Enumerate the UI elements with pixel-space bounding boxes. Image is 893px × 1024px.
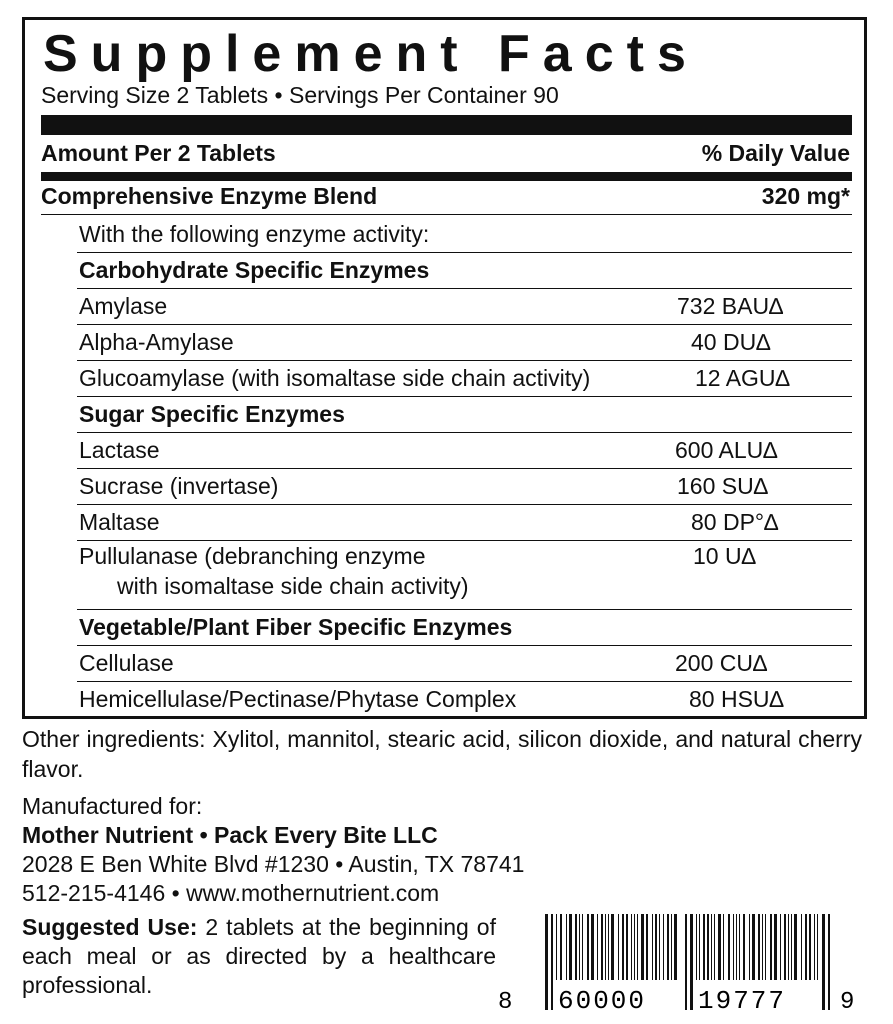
barcode-bar [655, 914, 657, 984]
enzyme-table [77, 217, 852, 718]
barcode-bar [784, 914, 786, 984]
enzyme-value: 40 DU∆ [691, 329, 771, 355]
barcode-bar [718, 914, 721, 984]
medium-divider [41, 172, 852, 181]
guard-bar [822, 914, 825, 1010]
barcode-bar [597, 914, 598, 984]
barcode-bar [805, 914, 807, 984]
barcode-bar [582, 914, 583, 984]
barcode-bar [699, 914, 700, 984]
enzyme-value: 732 BAU∆ [677, 293, 784, 319]
enzyme-value: 80 DP°∆ [691, 509, 779, 535]
barcode-bar [765, 914, 766, 984]
barcode-bar [605, 914, 606, 984]
table-row [77, 682, 852, 718]
barcode-bar [618, 914, 619, 984]
enzyme-name-multiline [79, 541, 469, 601]
blend-amount: 320 mg* [761, 183, 850, 209]
table-row [77, 289, 852, 325]
table-row [77, 469, 852, 505]
barcode-bar [788, 914, 789, 984]
barcode-bar [667, 914, 669, 984]
barcode-bar [703, 914, 705, 984]
barcode-bar [770, 914, 772, 984]
barcode-bar [591, 914, 594, 984]
barcode-bar [659, 914, 660, 984]
barcode-bar [809, 914, 811, 984]
barcode-bar [743, 914, 745, 984]
barcode-group-1: 60000 [558, 986, 647, 1016]
barcode-bar [631, 914, 632, 984]
barcode-bar [622, 914, 624, 984]
barcode-bar [714, 914, 715, 984]
enzyme-value: 10 U∆ [693, 543, 756, 569]
enzyme-value: 600 ALU∆ [675, 437, 778, 463]
barcode-bar [801, 914, 802, 984]
barcode-bar [646, 914, 648, 984]
barcode-bar [696, 914, 697, 984]
barcode-bar [794, 914, 797, 984]
table-row [77, 361, 852, 397]
barcode-bar [611, 914, 614, 984]
barcode-bar [752, 914, 755, 984]
barcode-group-2: 19777 [698, 986, 787, 1016]
enzyme-value: 80 HSU∆ [689, 686, 784, 712]
barcode-bar [634, 914, 635, 984]
barcode-bar [601, 914, 603, 984]
thick-divider [41, 115, 852, 135]
barcode-bar [608, 914, 609, 984]
group-heading-text: Sugar Specific Enzymes [79, 401, 345, 427]
barcode-bar [774, 914, 777, 984]
group-heading-text: Carbohydrate Specific Enzymes [79, 257, 430, 283]
barcode-bar [569, 914, 572, 984]
enzyme-value: 12 AGU∆ [695, 365, 790, 391]
supplement-facts-panel [22, 17, 867, 719]
manufacturer-intro: Manufactured for: [22, 793, 203, 819]
enzyme-value: 200 CU∆ [675, 650, 768, 676]
barcode-bar [575, 914, 577, 984]
table-row [77, 541, 852, 610]
enzyme-name: Cellulase [79, 650, 174, 676]
barcode-bar [749, 914, 750, 984]
serving-info: Serving Size 2 Tablets • Servings Per Container 90 [41, 82, 559, 108]
table-row [77, 325, 852, 361]
manufacturer-name: Mother Nutrient • Pack Every Bite LLC [22, 822, 438, 848]
guard-bar [690, 914, 693, 1010]
enzyme-name: Maltase [79, 509, 160, 535]
table-row [77, 433, 852, 469]
enzyme-name: Hemicellulase/Pectinase/Phytase Complex [79, 686, 517, 712]
enzyme-name: Lactase [79, 437, 160, 463]
barcode-bar [791, 914, 792, 984]
barcode-bar [780, 914, 781, 984]
suggested-use-text: 2 tablets at the beginning of each meal or as directed by a healthcare professional. [22, 914, 496, 998]
barcode-bar [739, 914, 740, 984]
daily-value-label: % Daily Value [701, 140, 850, 166]
panel-title: Supplement Facts [43, 25, 699, 83]
barcode-bar [728, 914, 730, 984]
group-heading [77, 253, 852, 289]
enzyme-value: 160 SU∆ [677, 473, 768, 499]
barcode-bar [671, 914, 672, 984]
barcode-bar [556, 914, 557, 984]
barcode-bar [758, 914, 760, 984]
barcode-right-digit: 9 [840, 989, 855, 1016]
suggested-use-label: Suggested Use: [22, 914, 198, 940]
barcode-bar [733, 914, 734, 984]
barcode-bar [814, 914, 815, 984]
manufacturer-address: 2028 E Ben White Blvd #1230 • Austin, TX 78741 [22, 851, 525, 877]
upc-barcode [498, 910, 864, 1020]
barcode-bar [817, 914, 818, 984]
enzyme-name: Glucoamylase (with isomaltase side chain activity) [79, 365, 591, 391]
intro-row [77, 217, 852, 253]
barcode-bar [674, 914, 677, 984]
enzyme-name: Pullulanase (debranching enzyme [79, 543, 426, 569]
guard-bar [551, 914, 553, 1010]
blend-row [41, 183, 850, 213]
barcode-bar [637, 914, 638, 984]
barcode-bar [707, 914, 709, 984]
blend-name: Comprehensive Enzyme Blend [41, 183, 378, 209]
barcode-bar [566, 914, 567, 984]
suggested-use [22, 913, 496, 1000]
barcode-bar [711, 914, 712, 984]
amount-label: Amount Per 2 Tablets [41, 140, 276, 166]
table-row [77, 505, 852, 541]
barcode-bar [579, 914, 580, 984]
barcode-bar [663, 914, 664, 984]
guard-bar [685, 914, 687, 1010]
barcode-bar [560, 914, 562, 984]
barcode-bar [762, 914, 763, 984]
barcode-bar [723, 914, 724, 984]
enzyme-name: Sucrase (invertase) [79, 473, 279, 499]
amount-header-row [41, 140, 850, 170]
barcode-bar [736, 914, 737, 984]
enzyme-name-line2: with isomaltase side chain activity) [117, 573, 469, 599]
intro-text: With the following enzyme activity: [79, 221, 430, 247]
barcode-bar [626, 914, 628, 984]
barcode-left-digit: 8 [498, 989, 513, 1016]
group-heading [77, 397, 852, 433]
group-heading-text: Vegetable/Plant Fiber Specific Enzymes [79, 614, 513, 640]
other-ingredients: Other ingredients: Xylitol, mannitol, stearic acid, silicon dioxide, and natural cherry flavor. [22, 726, 862, 782]
guard-bar [545, 914, 548, 1010]
table-row [77, 646, 852, 682]
manufacturer-block [22, 792, 524, 908]
barcode-bar [652, 914, 653, 984]
enzyme-name: Alpha-Amylase [79, 329, 234, 355]
barcode-bar [587, 914, 589, 984]
enzyme-name: Amylase [79, 293, 168, 319]
manufacturer-contact: 512-215-4146 • www.mothernutrient.com [22, 880, 440, 906]
barcode-bar [641, 914, 644, 984]
blend-divider [41, 214, 852, 215]
group-heading [77, 610, 852, 646]
guard-bar [828, 914, 830, 1010]
